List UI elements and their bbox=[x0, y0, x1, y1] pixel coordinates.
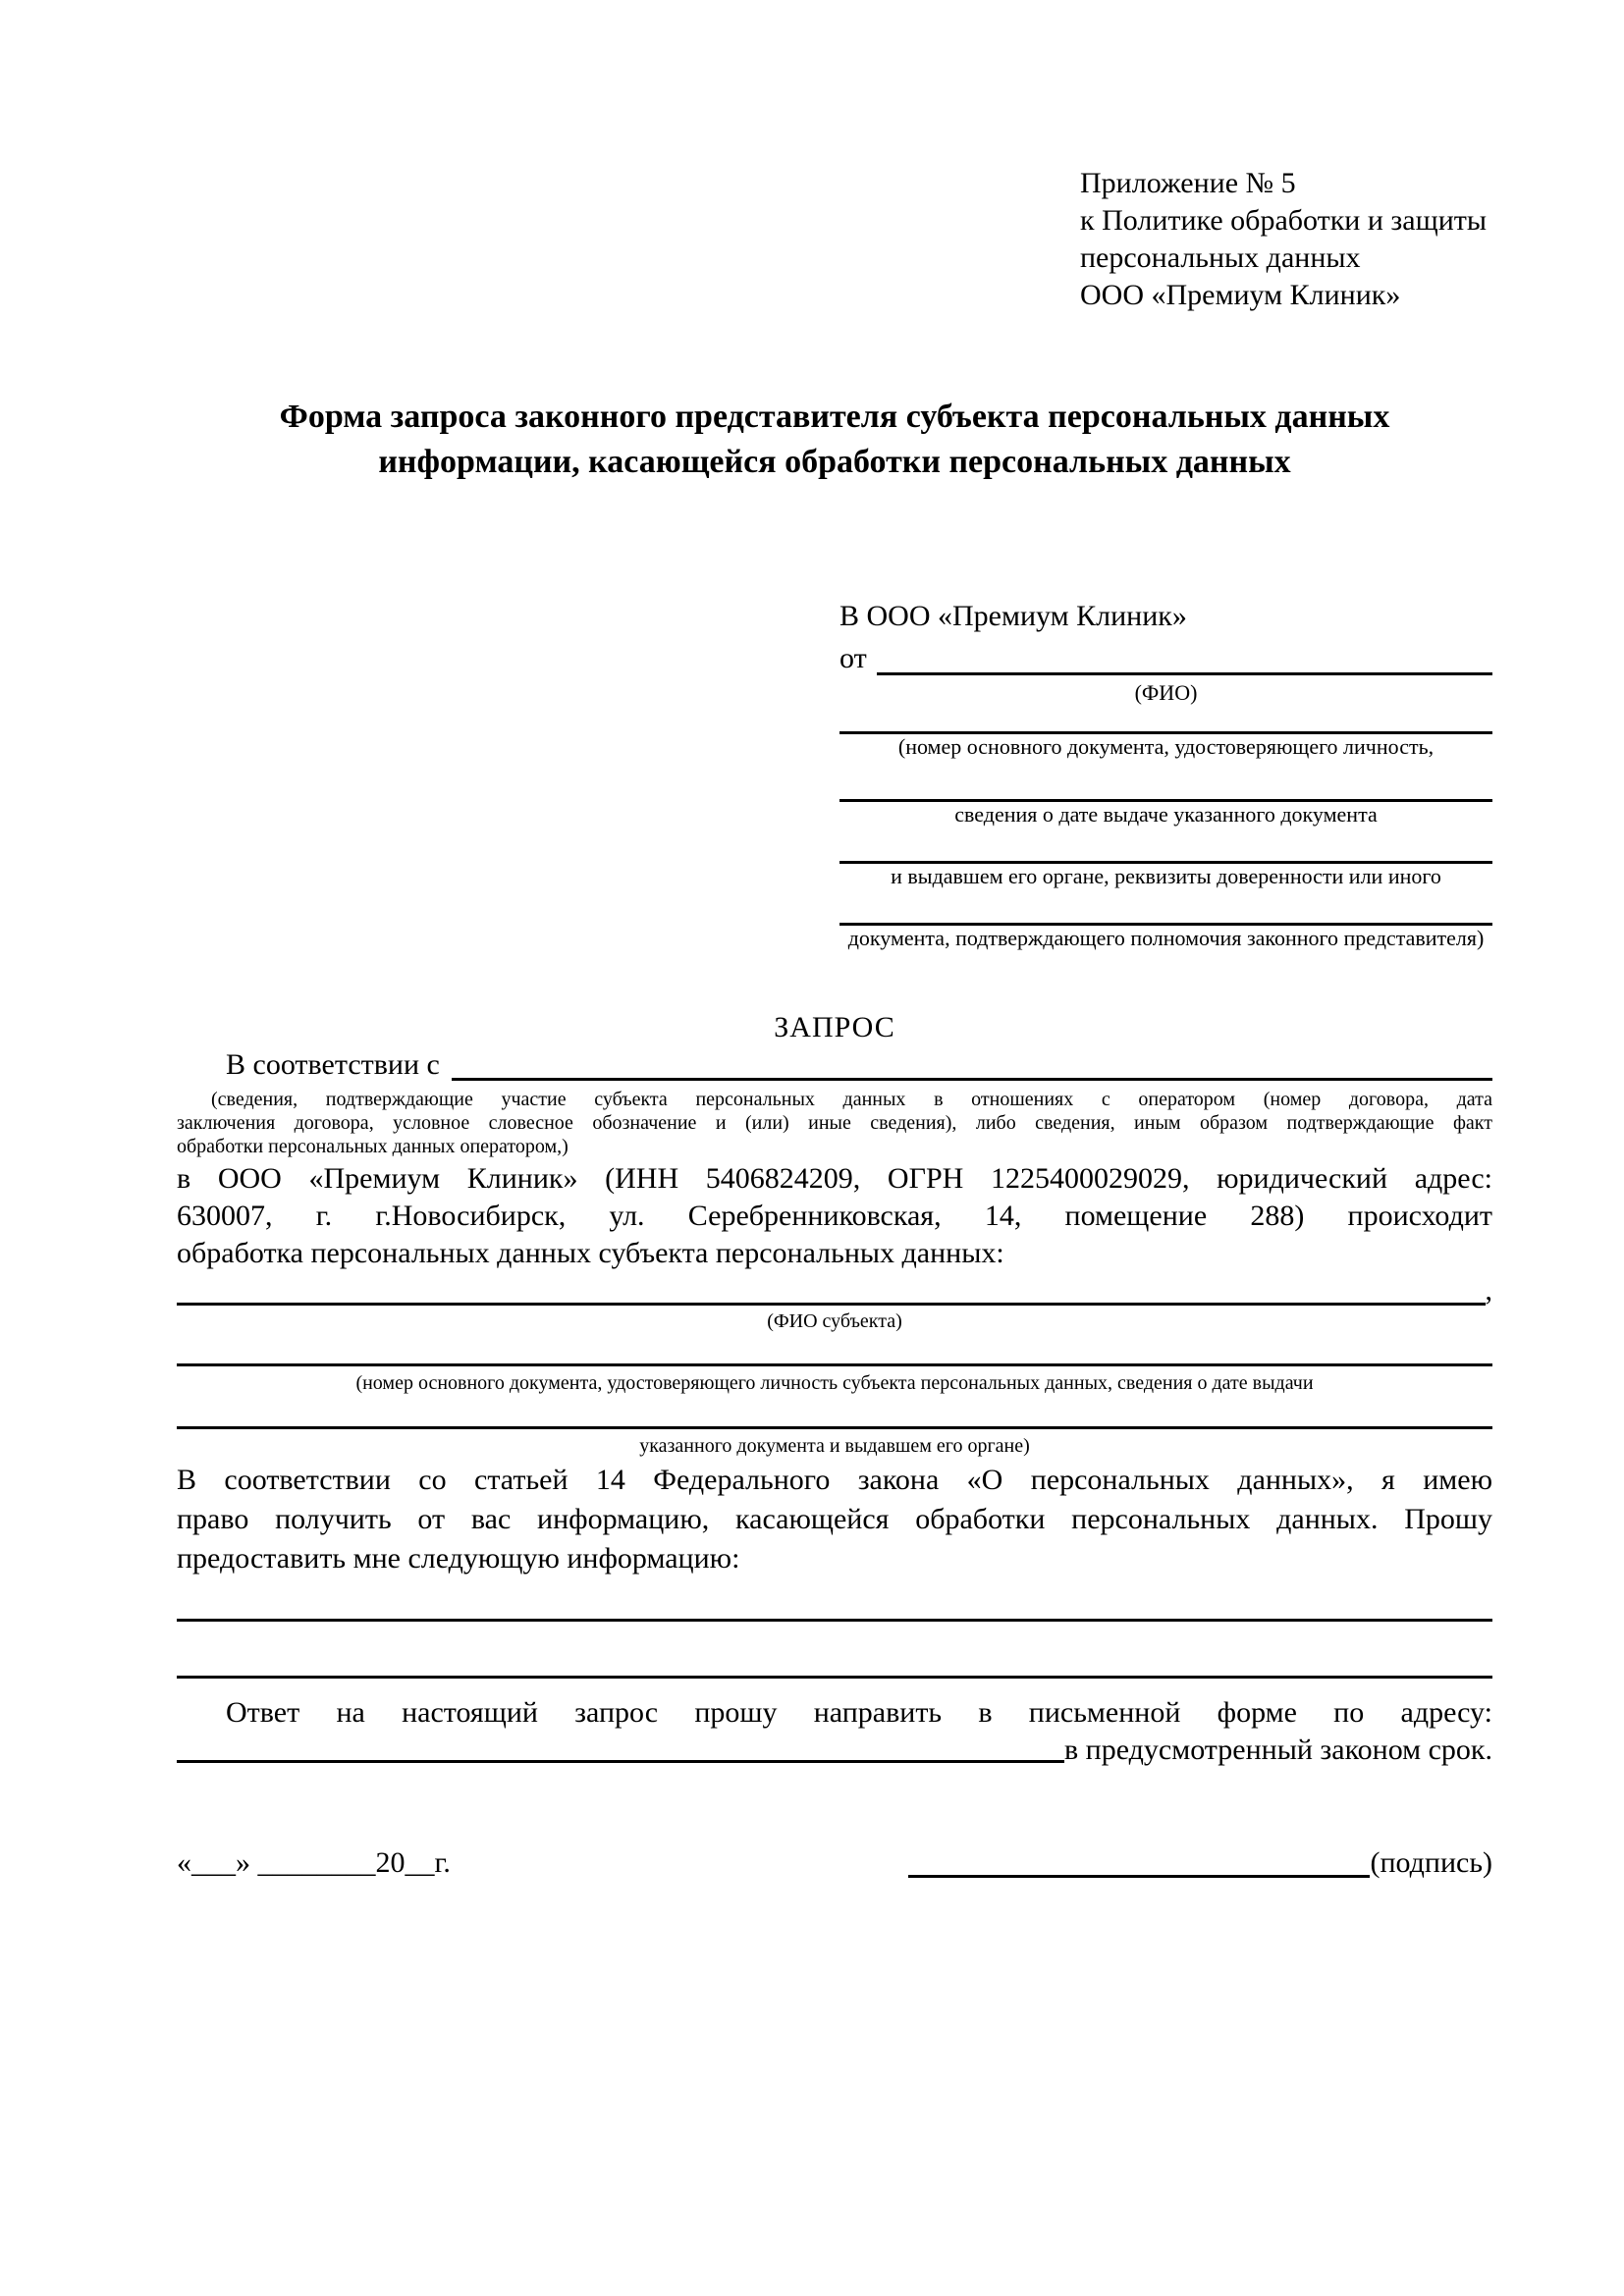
form-title-line: Форма запроса законного представителя субъекта персональных данных bbox=[279, 399, 1390, 435]
basis-caption bbox=[177, 1088, 1492, 1158]
info-request-line-2 bbox=[177, 1649, 1492, 1679]
basis-input-line bbox=[452, 1044, 1492, 1081]
header-note-line: ООО «Премиум Клиник» bbox=[1080, 279, 1401, 311]
basis-field-row bbox=[177, 1044, 1492, 1086]
reply-suffix: в предусмотренный законом срок. bbox=[1064, 1734, 1492, 1766]
law-paragraph-line: предоставить мне следующую информацию: bbox=[177, 1542, 740, 1575]
header-note-line: к Политике обработки и защиты bbox=[1080, 204, 1488, 237]
operator-paragraph-line: в ООО «Премиум Клиник» (ИНН 5406824209, ОГРН 1225400029029, юридический адрес: bbox=[177, 1162, 1492, 1195]
representative-doc-caption: документа, подтверждающего полномочия законного представителя) bbox=[847, 926, 1485, 950]
header-note-line: персональных данных bbox=[1080, 241, 1361, 274]
from-field-row bbox=[839, 637, 1492, 680]
representative-doc-caption: и выдавшем его органе, реквизиты доверенности или иного bbox=[891, 864, 1441, 888]
basis-prefix: В соответствии с bbox=[226, 1048, 440, 1081]
basis-caption-line: заключения договора, условное словесное обозначение и (или) иные сведения), либо сведения, иным образом подтверждающие факт bbox=[177, 1112, 1492, 1134]
subject-doc-caption-2: указанного документа и выдавшем его органе) bbox=[639, 1435, 1030, 1457]
form-title bbox=[177, 395, 1492, 485]
from-label: от bbox=[839, 642, 867, 674]
form-title-line: информации, касающейся обработки персональных данных bbox=[378, 444, 1291, 480]
signature-line bbox=[908, 1875, 1370, 1878]
operator-paragraph bbox=[177, 1160, 1492, 1272]
operator-paragraph-line: 630007, г. г.Новосибирск, ул. Серебренниковская, 14, помещение 288) происходит bbox=[177, 1200, 1492, 1232]
subject-doc-line-1 bbox=[177, 1337, 1492, 1366]
law-paragraph-line: В соответствии со статьей 14 Федерального закона «О персональных данных», я имею bbox=[177, 1464, 1492, 1496]
subject-fio-row bbox=[177, 1276, 1492, 1306]
info-request-line-1 bbox=[177, 1592, 1492, 1622]
addressee-to: В ООО «Премиум Клиник» bbox=[839, 600, 1187, 632]
date-field: «___» ________20__г. bbox=[177, 1846, 451, 1879]
footer-row bbox=[177, 1843, 1492, 1883]
basis-caption-line: (сведения, подтверждающие участие субъекта персональных данных в отношениях с оператором (номер договора, дата bbox=[211, 1089, 1492, 1110]
subject-doc-caption-1: (номер основного документа, удостоверяющего личность субъекта персональных данных, сведения о дате выдачи bbox=[355, 1372, 1314, 1394]
header-note bbox=[1080, 165, 1487, 314]
fio-caption: (ФИО) bbox=[1134, 680, 1198, 705]
law-paragraph bbox=[177, 1461, 1492, 1578]
reply-address-row bbox=[177, 1732, 1492, 1769]
addressee-block bbox=[839, 596, 1492, 951]
header-note-line: Приложение № 5 bbox=[1080, 167, 1296, 199]
subject-fio-caption: (ФИО субъекта) bbox=[767, 1310, 902, 1332]
subject-fio-comma: , bbox=[1485, 1274, 1492, 1307]
basis-caption-line: обработки персональных данных оператором,) bbox=[177, 1136, 568, 1157]
operator-paragraph-line: обработка персональных данных субъекта персональных данных: bbox=[177, 1237, 1004, 1269]
signature-group bbox=[908, 1843, 1492, 1883]
from-input-line bbox=[877, 637, 1492, 675]
reply-address-line bbox=[177, 1732, 1064, 1763]
request-heading: ЗАПРОС bbox=[774, 1011, 895, 1043]
reply-paragraph-line: Ответ на настоящий запрос прошу направить в письменной форме по адресу: bbox=[226, 1696, 1492, 1729]
subject-doc-line-2 bbox=[177, 1400, 1492, 1429]
subject-fio-line bbox=[177, 1303, 1486, 1306]
signature-caption: (подпись) bbox=[1370, 1846, 1492, 1879]
representative-doc-caption: сведения о дате выдаче указанного документа bbox=[954, 802, 1378, 827]
representative-doc-caption: (номер основного документа, удостоверяющего личность, bbox=[897, 734, 1435, 759]
law-paragraph-line: право получить от вас информацию, касающейся обработки персональных данных. Прошу bbox=[177, 1503, 1492, 1535]
reply-paragraph bbox=[177, 1694, 1492, 1769]
